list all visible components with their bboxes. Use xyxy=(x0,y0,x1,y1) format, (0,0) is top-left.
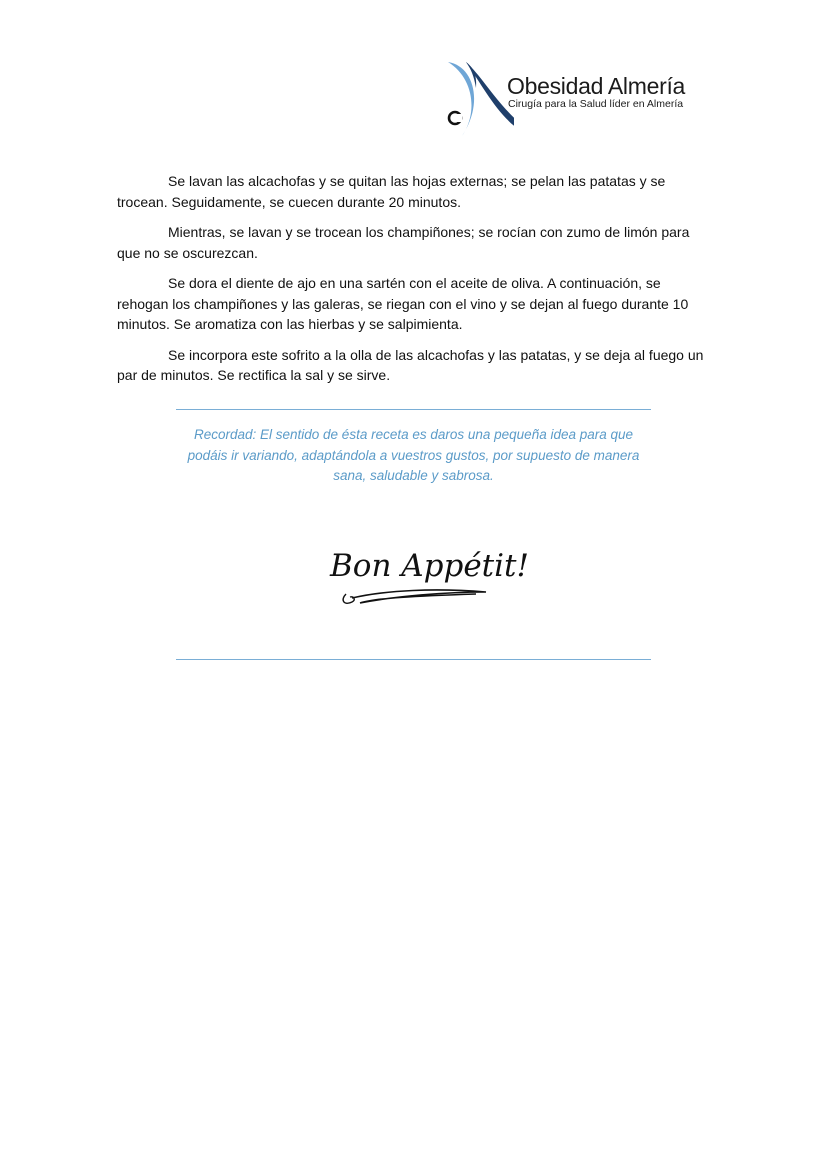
brand-logo xyxy=(444,58,704,148)
reminder-note: Recordad: El sentido de ésta receta es daros una pequeña idea para que podáis ir variando, adaptándola a vuestros gustos, por supuesto de manera sana, saludable y sabrosa. xyxy=(187,427,640,483)
flourish-icon xyxy=(326,548,506,610)
paragraph: Mientras, se lavan y se trocean los champiñones; se rocían con zumo de limón para que no se oscurezcan. xyxy=(117,224,690,261)
paragraph: Se incorpora este sofrito a la olla de las alcachofas y las patatas, y se deja al fuego un par de minutos. Se rectifica la sal y se sirve. xyxy=(117,346,704,383)
closing-text: Bon Appétit! xyxy=(330,548,529,584)
logo-title: Obesidad Almería xyxy=(507,73,686,99)
logo-emblem-icon xyxy=(444,58,514,140)
recipe-instructions xyxy=(117,171,707,396)
paragraph: Se dora el diente de ajo en una sartén con el aceite de oliva. A continuación, se rehogan los champiñones y las galeras, se riegan con el vino y se dejan al fuego durante 10 minutos. Se aromatiza con las hierbas y se salpimienta. xyxy=(117,275,689,332)
closing-signature xyxy=(326,548,529,610)
logo-subtitle: Cirugía para la Salud líder en Almería xyxy=(508,98,684,110)
divider-bottom xyxy=(176,659,651,660)
paragraph: Se lavan las alcachofas y se quitan las hojas externas; se pelan las patatas y se trocean. Seguidamente, se cuecen durante 20 minutos. xyxy=(117,173,666,210)
divider-top xyxy=(176,409,651,410)
